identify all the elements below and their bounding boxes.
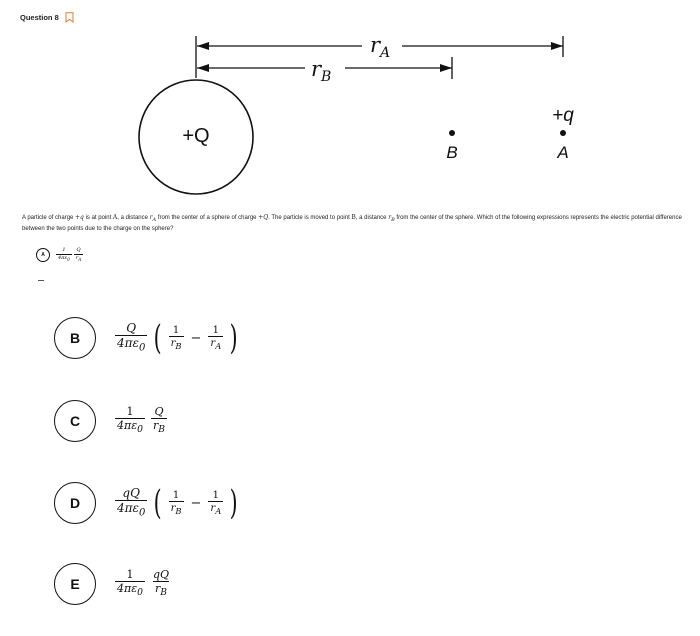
divider-dash	[38, 280, 44, 281]
charge-label: +q	[552, 105, 574, 126]
option-c-badge[interactable]: C	[54, 400, 96, 442]
option-b[interactable]	[54, 317, 241, 359]
option-d-expression: $\frac{qQ}{4\pi\varepsilon_0}$ ( $\frac{1}{r_B}$ − $\frac{1}{r_A}$ )	[117, 483, 238, 523]
option-b-expression: $\frac{Q}{4\pi\varepsilon_0}$ ( $\frac{1}{r_B}$ − $\frac{1}{r_A}$ )	[117, 318, 238, 358]
point-b-dot	[449, 130, 455, 136]
point-b-label: B	[446, 143, 458, 162]
r-a-label: $r_A$	[370, 33, 391, 61]
option-b-badge[interactable]: B	[54, 317, 96, 359]
option-a-expression: $\frac{1}{4\pi\varepsilon_0}$ $\frac{Q}{r_A}$	[58, 247, 82, 262]
option-a[interactable]	[36, 248, 84, 262]
option-e-expression: $\frac{1}{4\pi\varepsilon_0}$ $\frac{qQ}{r_B}$	[117, 568, 170, 599]
option-e[interactable]	[54, 563, 174, 605]
question-title: Question 8	[20, 13, 59, 22]
question-text: A particle of charge +q is at point A, a distance $r_A$ from the center of a sphere of charge +Q. The particle is moved to point B, a distance $r_B$ from the center of the sphere. Which of the following expressions represents the electric potential difference between the two points due to the charge on the sphere?	[22, 214, 682, 233]
option-c-expression: $\frac{1}{4\pi\varepsilon_0}$ $\frac{Q}{r_B}$	[117, 405, 165, 436]
sphere-label: +Q	[182, 125, 210, 147]
charge-diagram	[0, 0, 700, 210]
option-e-badge[interactable]: E	[54, 563, 96, 605]
option-d-badge[interactable]: D	[54, 482, 96, 524]
option-a-badge[interactable]: A	[36, 248, 50, 262]
option-d[interactable]	[54, 482, 241, 524]
point-a-dot	[560, 130, 566, 136]
point-a-label: A	[557, 143, 569, 162]
r-b-label: $r_B$	[311, 57, 332, 85]
option-c[interactable]	[54, 400, 170, 442]
